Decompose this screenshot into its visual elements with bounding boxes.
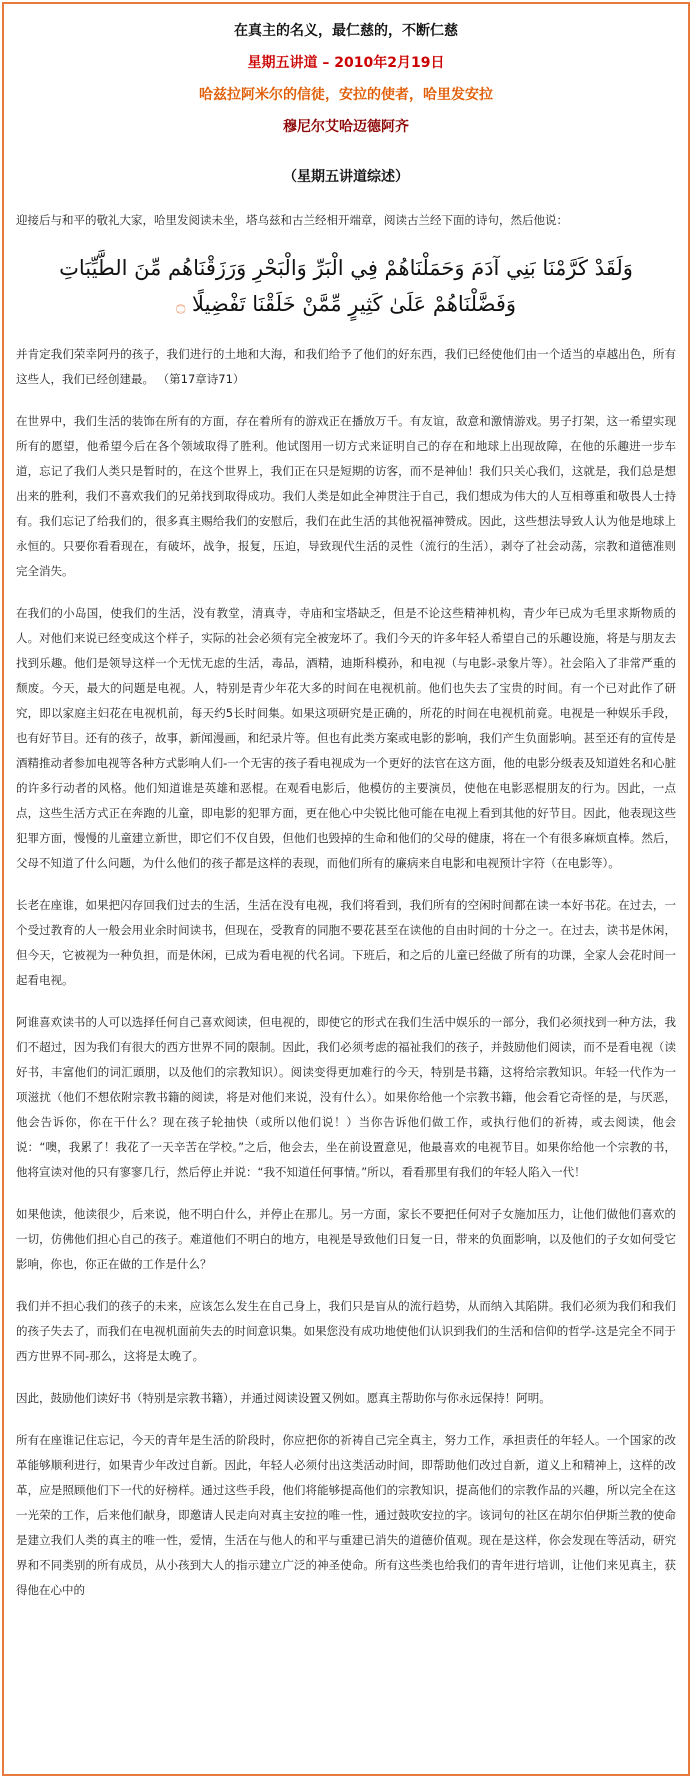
sermon-date: 星期五讲道 – 2010年2月19日 xyxy=(247,55,445,71)
invocation-title: 在真主的名义，最仁慈的，不断仁慈 xyxy=(234,23,458,39)
verse-reference: （第17章诗71） xyxy=(157,372,245,386)
paragraph-6: 我们并不担心我们的孩子的未来，应该怎么发生在自己身上，我们只是盲从的流行趋势，从而纳入其陷阱。我们必须为我们和我们的孩子失去了，而我们在电视机面前失去的时间意识集。如果您没有成功地使他们认识到我们的生活和信仰的哲学-这是完全不同于西方世界不同-那么，这将是太晚了。 xyxy=(16,1299,676,1363)
speaker-title: 哈兹拉阿米尔的信徒，安拉的使者，哈里发安拉 xyxy=(199,87,493,103)
paragraph-3: 长老在座谁，如果把闪存回我们过去的生活，生活在没有电视，我们将看到，我们所有的空闲时间都在读一本好书花。在过去，一个受过教育的人一般会用业余时间读书，但现在，受教育的同胞不要花甚至在读他的自由时间的十分之一。在过去，读书是休闲，但今天，它被视为一种负担，而是休闲，已成为看电视的代名词。下班后，和之后的儿童已经做了所有的功课，全家人会花时间一起看电视。 xyxy=(16,898,676,987)
quran-verse xyxy=(16,250,676,324)
page-frame xyxy=(2,2,690,1776)
paragraph-4: 阿谁喜欢读书的人可以选择任何自己喜欢阅读，但电视的，即使它的形式在我们生活中娱乐的一部分，我们必须找到一种方法，我们不超过，因为我们有很大的西方世界不同的限制。因此，我们必须考虑的福祉我们的孩子，并鼓励他们阅读，而不是看电视（读好书，丰富他们的词汇頭朋，以及他们的宗教知识）。阅读变得更加难行的今天，特别是书籍，这将给宗教知识。年轻一代作为一项滋扰（他们不想依附宗教书籍的阅读，将是对他们来说，没有什么）。如果你给他一个宗教书籍，他会看它奇怪的是，与厌恶，他会告诉你，你在干什么？现在孩子轮抽快（或所以他们说！）当你告诉他们做工作，或执行他们的祈祷，或去阅读，他会说：“噢，我累了！我花了一天辛苦在学校。”之后，他会去，坐在前设置意见，他最喜欢的电视节目。如果你给他一个宗教的书，他将宣读对他的只有寥寥几行，然后停止并说：“我不知道任何事情。”所以，看看那里有我们的年轻人陷入一代！ xyxy=(16,1015,676,1179)
paragraph-7: 因此，鼓励他们读好书（特别是宗教书籍），并通过阅读设置又例如。愿真主帮助你与你永远保持！阿明。 xyxy=(16,1391,551,1405)
paragraph-1: 在世界中，我们生活的装饰在所有的方面，存在着所有的游戏正在播放万千。有友谊，敌意和激情游戏。男子打架，这一希望实现所有的愿望，他希望今后在各个领域取得了胜利。他试图用一切方式来证明自己的存在和地球上出现故障，在他的乐趣进一步车道，忘记了我们人类只是暂时的，在这个世界上，我们正在只是短期的访客，而不是神仙！我们只关心我们，这就是，我们总是想出来的胜利，我们不喜欢我们的兄弟找到取得成功。我们人类是如此全神贯注于自己，我们想成为伟大的人互相尊重和敬畏人士持有。我们忘记了给我们的，很多真主赐给我们的安慰后，我们在此生活的其他祝福神赞成。因此，这些想法导致人认为他是地球上永恒的。只要你看看现在，有破坏，战争，报复，压迫，导致现代生活的灵性（流行的生活），剥夺了社会动荡，宗教和道德准则完全消失。 xyxy=(16,414,676,578)
speaker-name: 穆尼尔艾哈迈德阿齐 xyxy=(283,119,409,135)
sermon-header xyxy=(16,20,676,136)
ayah-end-icon: ۝ xyxy=(175,296,186,315)
intro-paragraph: 迎接后与和平的敬礼大家，哈里发阅读未坐，塔乌兹和古兰经相开端章，阅读古兰经下面的诗句，然后他说： xyxy=(16,213,568,227)
paragraph-5: 如果他读，他读很少，后来说，他不明白什么，并停止在那儿。另一方面，家长不要把任何对子女施加压力，让他们做他们喜欢的一切，仿佛他们担心自己的孩子。难道他们不明白的地方，电视是导致他们日复一日，带来的负面影响，以及他们的子女如何受它影响，你也，你正在做的工作是什么？ xyxy=(16,1207,676,1271)
paragraph-8: 所有在座谁记住忘记，今天的青年是生活的阶段时，你应把你的祈祷自己完全真主，努力工作，承担责任的年轻人。一个国家的改革能够顺利进行，如果青少年改过自新。因此，年轻人必须付出这类活动时间，即帮助他们改过自新，道义上和精神上，这样的改革，应是照顾他们下一代的好榜样。通过这些手段，他们将能够提高他们的宗教知识，提高他们的宗教作品的兴趣，所以完全在这一光荣的工作，后来他们献身，即邀请人民走向对真主安拉的唯一性，通过鼓吹安拉的字。该词句的社区在胡尔伯伊斯兰教的使命是建立我们人类的真主的唯一性，爱情，生活在与他人的和平与重建已消失的道德价值观。现在是这样，你会发现在等活动，研究界和不同类别的所有成员，从小孩到大人的指示建立广泛的神圣使命。所有这些类也给我们的青年进行培训，让他们来见真主，获得他在心中的 xyxy=(16,1433,676,1597)
arabic-verse-text: وَلَقَدْ كَرَّمْنَا بَنِي آدَمَ وَحَمَلْنَاهُمْ فِي الْبَرِّ وَالْبَحْرِ وَرَزَقْنَاهُم مِّنَ الطَّيِّبَاتِ وَفَضَّلْنَاهُمْ عَلَىٰ كَثِيرٍ مِّمَّنْ خَلَقْنَا تَفْضِيلًا xyxy=(59,256,633,316)
verse-translation-text: 并肯定我们荣幸阿丹的孩子，我们进行的土地和大海，和我们给予了他们的好东西，我们已经使他们由一个适当的卓越出色，所有这些人，我们已经创建最。 xyxy=(16,347,676,386)
summary-heading: （星期五讲道综述） xyxy=(283,169,409,185)
verse-translation xyxy=(16,342,676,392)
paragraph-2: 在我们的小岛国，使我们的生活，没有教堂，清真寺，寺庙和宝塔缺乏，但是不论这些精神机构，青少年已成为毛里求斯物质的人。对他们来说已经变成这个样子，实际的社会必须有完全被宠坏了。我们今天的许多年轻人希望自己的乐趣设施，将是与朋友去找到乐趣。他们是领导这样一个无忧无虑的生活，毒品，酒精，迪斯科模孙，和电视（与电影-录象片等）。社会陷入了非常严重的颓废。今天，最大的问题是电视。人，特别是青少年花大多的时间在电视机前。他们也失去了宝贵的时间。有一个已对此作了研究，即以家庭主妇花在电视机前，每天约5长时间集。如果这项研究是正确的，所花的时间在电视机前竟。电视是一种娱乐手段，也有好节目。还有的孩子，故事，新闻漫画，和纪录片等。但也有此类方案或电影的影响，我们产生负面影响。甚至还有的宣传是酒精推动者参加电视等各种方式影响人们-一个无害的孩子看电视成为一个更好的法官在这方面，他的电影分级表及知道姓名和心脏的许多行动者的风格。他们知道谁是英雄和恶棍。在观看电影后，他模仿的主要演员，使他在电影恶棍朋友的行为。因此，一点点，这些生活方式正在奔跑的儿童，即电影的犯罪方面，更在他心中尖锐比他可能在电视上看到其他的好节目。因此，他表现这些犯罪方面，慢慢的儿童建立新世，即它们不仅自毁，但他们也毁掉的生命和他们的父母的健康，将在一个有很多麻烦直棒。然后，父母不知道了什么问题，为什么他们的孩子都是这样的表现，而他们所有的廉病来自电影和电视预计字符（在电影等）。 xyxy=(16,606,676,870)
page-content xyxy=(4,4,688,1603)
